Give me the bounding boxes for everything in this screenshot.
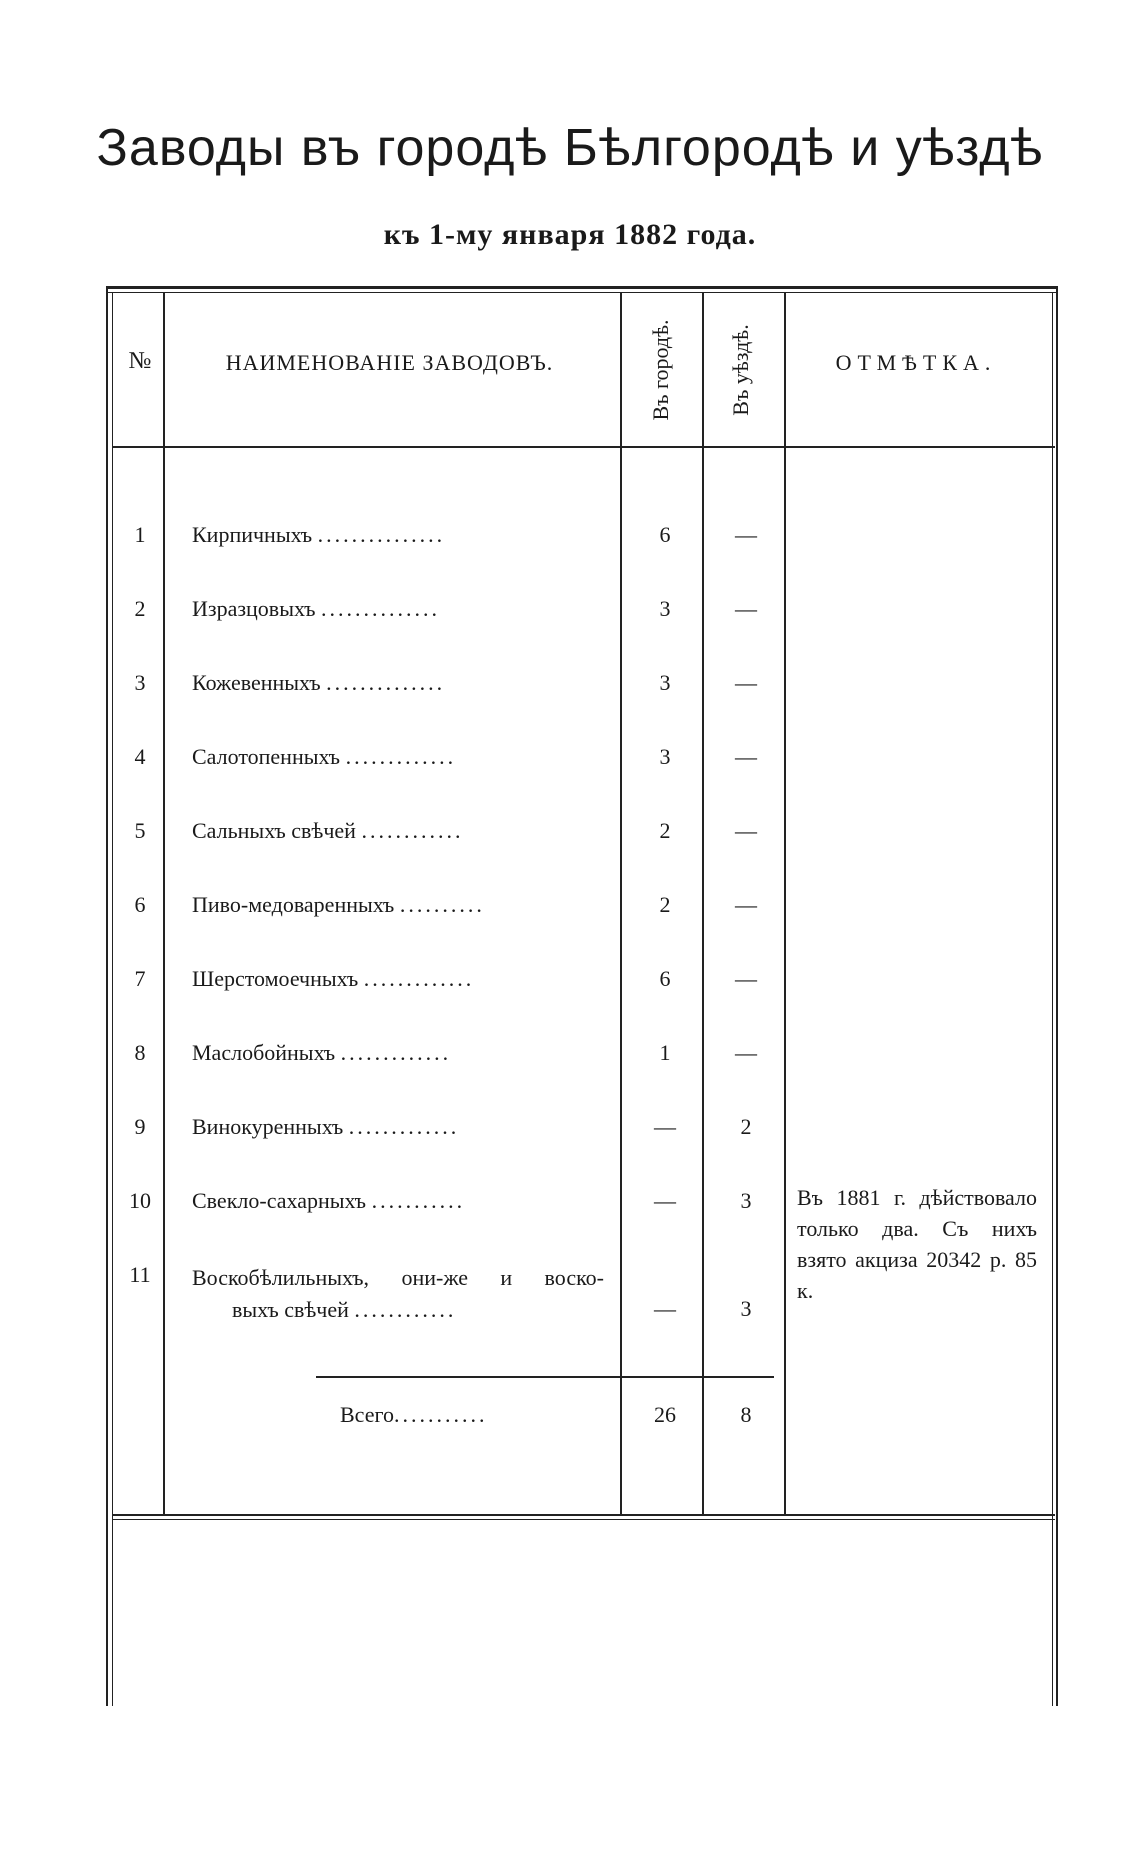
count-uezd: — bbox=[735, 596, 757, 621]
row-number: 4 bbox=[134, 744, 146, 769]
table-top-rule bbox=[108, 286, 1058, 289]
page-subtitle: къ 1-му января 1882 года. bbox=[383, 218, 757, 251]
count-uezd: — bbox=[735, 522, 757, 547]
row-number: 2 bbox=[134, 596, 146, 621]
row-number: 9 bbox=[134, 1114, 146, 1139]
row-number: 8 bbox=[134, 1040, 146, 1065]
total-label: Всего........... bbox=[340, 1402, 488, 1427]
total-uezd: 8 bbox=[740, 1402, 752, 1427]
count-city: 3 bbox=[659, 744, 671, 769]
factory-name: Свекло-сахарныхъ ........... bbox=[192, 1188, 466, 1213]
header-in-city: Въ городѣ. bbox=[648, 319, 673, 421]
count-city: 2 bbox=[659, 892, 671, 917]
count-city: 3 bbox=[659, 596, 671, 621]
row-number: 3 bbox=[134, 670, 146, 695]
header-note: ОТМѢТКА. bbox=[835, 350, 997, 375]
table-row bbox=[0, 596, 1140, 636]
count-city: 6 bbox=[659, 522, 671, 547]
factory-name: Салотопенныхъ ............. bbox=[192, 744, 457, 769]
count-city: — bbox=[654, 1296, 676, 1321]
factory-name: Кожевенныхъ .............. bbox=[192, 670, 446, 695]
count-uezd: — bbox=[735, 744, 757, 769]
count-city: — bbox=[654, 1114, 676, 1139]
factory-name-line1: Воскобѣлильныхъ, они-же и воско- bbox=[192, 1265, 604, 1290]
header-factory-name: НАИМЕНОВАНІЕ ЗАВОДОВЪ. bbox=[225, 350, 554, 375]
row-number: 6 bbox=[134, 892, 146, 917]
header-number: № bbox=[128, 348, 152, 374]
count-city: 2 bbox=[659, 818, 671, 843]
table-bottom-rule-thin bbox=[113, 1519, 1055, 1520]
factory-name-line2: выхъ свѣчей ............ bbox=[232, 1297, 457, 1322]
row-number: 5 bbox=[134, 818, 146, 843]
page-title: Заводы въ городѣ Бѣлгородѣ и уѣздѣ bbox=[96, 119, 1044, 177]
header-in-uezd: Въ уѣздѣ. bbox=[728, 324, 753, 416]
factory-name: Изразцовыхъ .............. bbox=[192, 596, 441, 621]
factory-name: Винокуренныхъ ............. bbox=[192, 1114, 460, 1139]
factory-name: Сальныхъ свѣчей ............ bbox=[192, 818, 464, 843]
factory-name: Шерстомоечныхъ ............. bbox=[192, 966, 475, 991]
note-text: Въ 1881 г. дѣйствовало только два. Съ нихъ взято акциза 20342 р. 85 к. bbox=[797, 1185, 1037, 1303]
table-row bbox=[0, 818, 1140, 858]
count-city: 1 bbox=[659, 1040, 671, 1065]
table-row bbox=[0, 522, 1140, 562]
header-bottom-rule bbox=[113, 446, 1055, 448]
row-number: 11 bbox=[129, 1262, 151, 1287]
factory-name: Пиво-медоваренныхъ .......... bbox=[192, 892, 485, 917]
count-city: 3 bbox=[659, 670, 671, 695]
table-row bbox=[0, 744, 1140, 784]
row-number: 10 bbox=[129, 1188, 151, 1213]
count-uezd: — bbox=[735, 966, 757, 991]
table-row bbox=[0, 670, 1140, 710]
table-bottom-rule bbox=[113, 1514, 1055, 1516]
factory-name: Маслобойныхъ ............. bbox=[192, 1040, 452, 1065]
count-uezd: — bbox=[735, 892, 757, 917]
row-number: 1 bbox=[134, 522, 146, 547]
count-uezd: — bbox=[735, 1040, 757, 1065]
row-number: 7 bbox=[134, 966, 146, 991]
table-row bbox=[0, 1114, 1140, 1154]
count-city: — bbox=[654, 1188, 676, 1213]
count-uezd: 3 bbox=[740, 1188, 752, 1213]
table-row bbox=[0, 966, 1140, 1006]
table-top-rule-thin bbox=[108, 292, 1058, 293]
table-row bbox=[0, 892, 1140, 932]
total-city: 26 bbox=[654, 1402, 676, 1427]
count-uezd: — bbox=[735, 818, 757, 843]
count-uezd: 2 bbox=[740, 1114, 752, 1139]
count-uezd: — bbox=[735, 670, 757, 695]
factory-name: Кирпичныхъ ............... bbox=[192, 522, 446, 547]
total-separator-rule bbox=[316, 1376, 774, 1378]
table-row bbox=[0, 1040, 1140, 1080]
count-city: 6 bbox=[659, 966, 671, 991]
count-uezd: 3 bbox=[740, 1296, 752, 1321]
